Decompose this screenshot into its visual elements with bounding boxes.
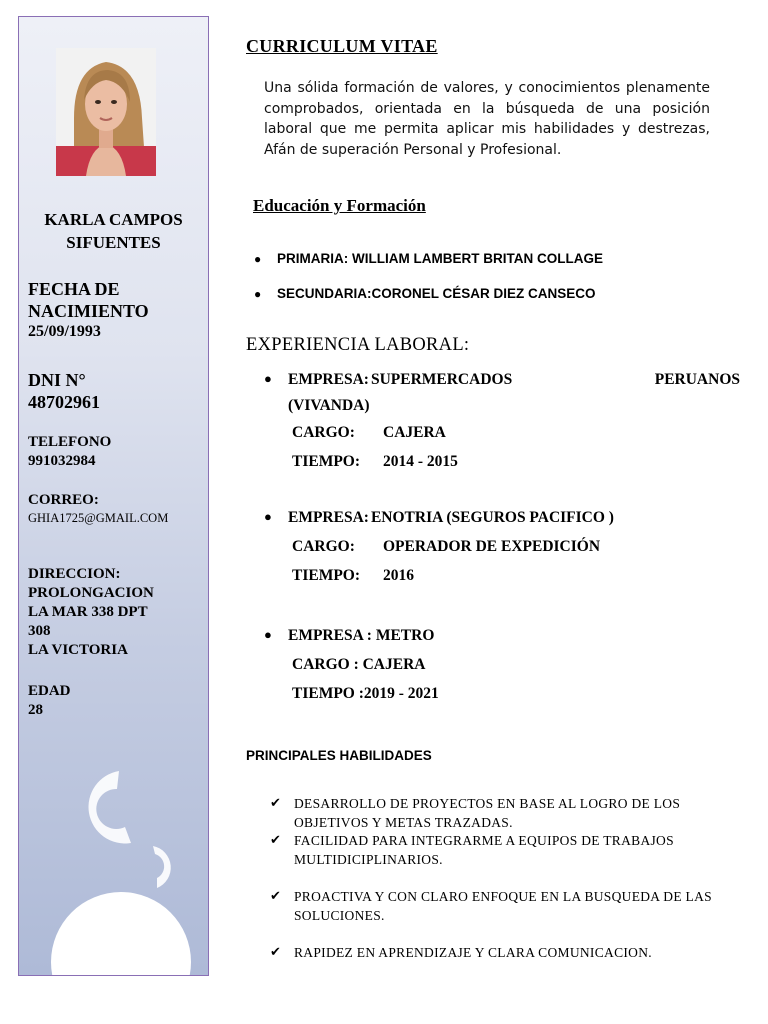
- dni-label: DNI N°: [28, 370, 86, 390]
- experience-title: EXPERIENCIA LABORAL:: [246, 335, 470, 355]
- sidebar: [18, 16, 209, 976]
- job-time-value: 2014 - 2015: [383, 453, 458, 470]
- email-value: GHIA1725@GMAIL.COM: [28, 511, 169, 525]
- address-line-4: LA VICTORIA: [28, 642, 128, 658]
- education-item: [254, 251, 603, 266]
- skill-item-text: DESARROLLO DE PROYECTOS EN BASE AL LOGRO DE LOS OBJETIVOS Y METAS TRAZADAS.: [294, 796, 681, 830]
- education-title: Educación y Formación: [253, 196, 426, 215]
- skill-item-text: RAPIDEZ EN APRENDIZAJE Y CLARA COMUNICACION.: [294, 945, 652, 960]
- education-item: [254, 286, 596, 301]
- job-entry: [264, 371, 740, 471]
- job-company: SUPERMERCADOS: [370, 371, 513, 388]
- job-role: [292, 424, 740, 442]
- job-company-wrap: (VIVANDA): [288, 397, 370, 414]
- education-item-text: PRIMARIA: WILLIAM LAMBERT BRITAN COLLAGE: [277, 251, 603, 266]
- cv-title: CURRICULUM VITAE: [246, 36, 438, 56]
- birth-label-1: FECHA DE: [28, 279, 120, 299]
- summary-text: Una sólida formación de valores, y conocimientos plenamente comprobados, orientada en la búsqueda de una posición laboral que me permita aplicar mis habilidades y destrezas, Afán de superación Personal y Profesional.: [264, 80, 710, 158]
- bullet-icon: ●: [254, 287, 262, 301]
- job-time-value: 2016: [383, 567, 414, 584]
- address-line-1: PROLONGACION: [28, 585, 154, 601]
- job-company: ENOTRIA (SEGUROS PACIFICO ): [370, 509, 614, 526]
- age-value: 28: [28, 702, 43, 718]
- phone-label: TELEFONO: [28, 434, 112, 450]
- decorative-circle: [51, 892, 191, 976]
- phone-section: [28, 433, 204, 471]
- dni-section: [28, 369, 204, 413]
- job-role-label: CARGO:: [292, 538, 355, 555]
- skill-item-text: PROACTIVA Y CON CLARO ENFOQUE EN LA BUSQUEDA DE LAS SOLUCIONES.: [294, 889, 712, 923]
- job-entry: [264, 627, 740, 703]
- address-section: [28, 565, 204, 660]
- job-role: [292, 538, 740, 556]
- email-label: CORREO:: [28, 492, 99, 508]
- dni-value: 48702961: [28, 392, 100, 412]
- skill-item: [270, 887, 740, 925]
- education-item-text: SECUNDARIA:CORONEL CÉSAR DIEZ CANSECO: [277, 286, 596, 301]
- job-role: CARGO : CAJERA: [292, 656, 426, 673]
- skill-item: [270, 831, 740, 869]
- profile-photo: [56, 48, 156, 176]
- job-company-cont: PERUANOS: [654, 371, 740, 388]
- birth-label-2: NACIMIENTO: [28, 301, 149, 321]
- bullet-icon: ●: [264, 509, 272, 524]
- checkmark-icon: ✔: [270, 945, 282, 960]
- skill-item: [270, 794, 740, 832]
- name-line-2: SIFUENTES: [66, 233, 161, 252]
- job-company-label: EMPRESA:: [288, 509, 369, 526]
- bullet-icon: ●: [254, 252, 262, 266]
- age-section: [28, 682, 204, 720]
- job-role-label: CARGO:: [292, 424, 355, 441]
- skill-item: [270, 943, 740, 962]
- skill-item-text: FACILIDAD PARA INTEGRARME A EQUIPOS DE TRABAJOS MULTIDICIPLINARIOS.: [294, 833, 674, 867]
- name-line-1: KARLA CAMPOS: [44, 210, 183, 229]
- bullet-icon: ●: [264, 627, 272, 642]
- birth-section: [28, 278, 204, 341]
- profile-name: [19, 208, 208, 254]
- phone-value: 991032984: [28, 453, 96, 469]
- job-time: [292, 453, 740, 471]
- birth-date: 25/09/1993: [28, 323, 101, 340]
- decorative-small-arc-icon: [149, 842, 184, 892]
- checkmark-icon: ✔: [270, 833, 282, 848]
- job-company-label: EMPRESA : METRO: [288, 627, 435, 644]
- email-section: [28, 491, 204, 526]
- job-entry: [264, 509, 740, 585]
- bullet-icon: ●: [264, 371, 272, 386]
- skills-title: PRINCIPALES HABILIDADES: [246, 748, 432, 763]
- job-company-label: EMPRESA:: [288, 371, 369, 388]
- checkmark-icon: ✔: [270, 796, 282, 811]
- address-label: DIRECCION:: [28, 566, 121, 582]
- checkmark-icon: ✔: [270, 889, 282, 904]
- age-label: EDAD: [28, 683, 71, 699]
- address-line-3: 308: [28, 623, 51, 639]
- decorative-arc-icon: [69, 767, 139, 847]
- job-time: [292, 567, 740, 585]
- job-time: TIEMPO :2019 - 2021: [292, 685, 439, 702]
- address-line-2: LA MAR 338 DPT: [28, 604, 148, 620]
- job-role-value: OPERADOR DE EXPEDICIÓN: [383, 538, 601, 555]
- job-time-label: TIEMPO:: [292, 567, 361, 584]
- job-role-value: CAJERA: [383, 424, 446, 441]
- job-time-label: TIEMPO:: [292, 453, 361, 470]
